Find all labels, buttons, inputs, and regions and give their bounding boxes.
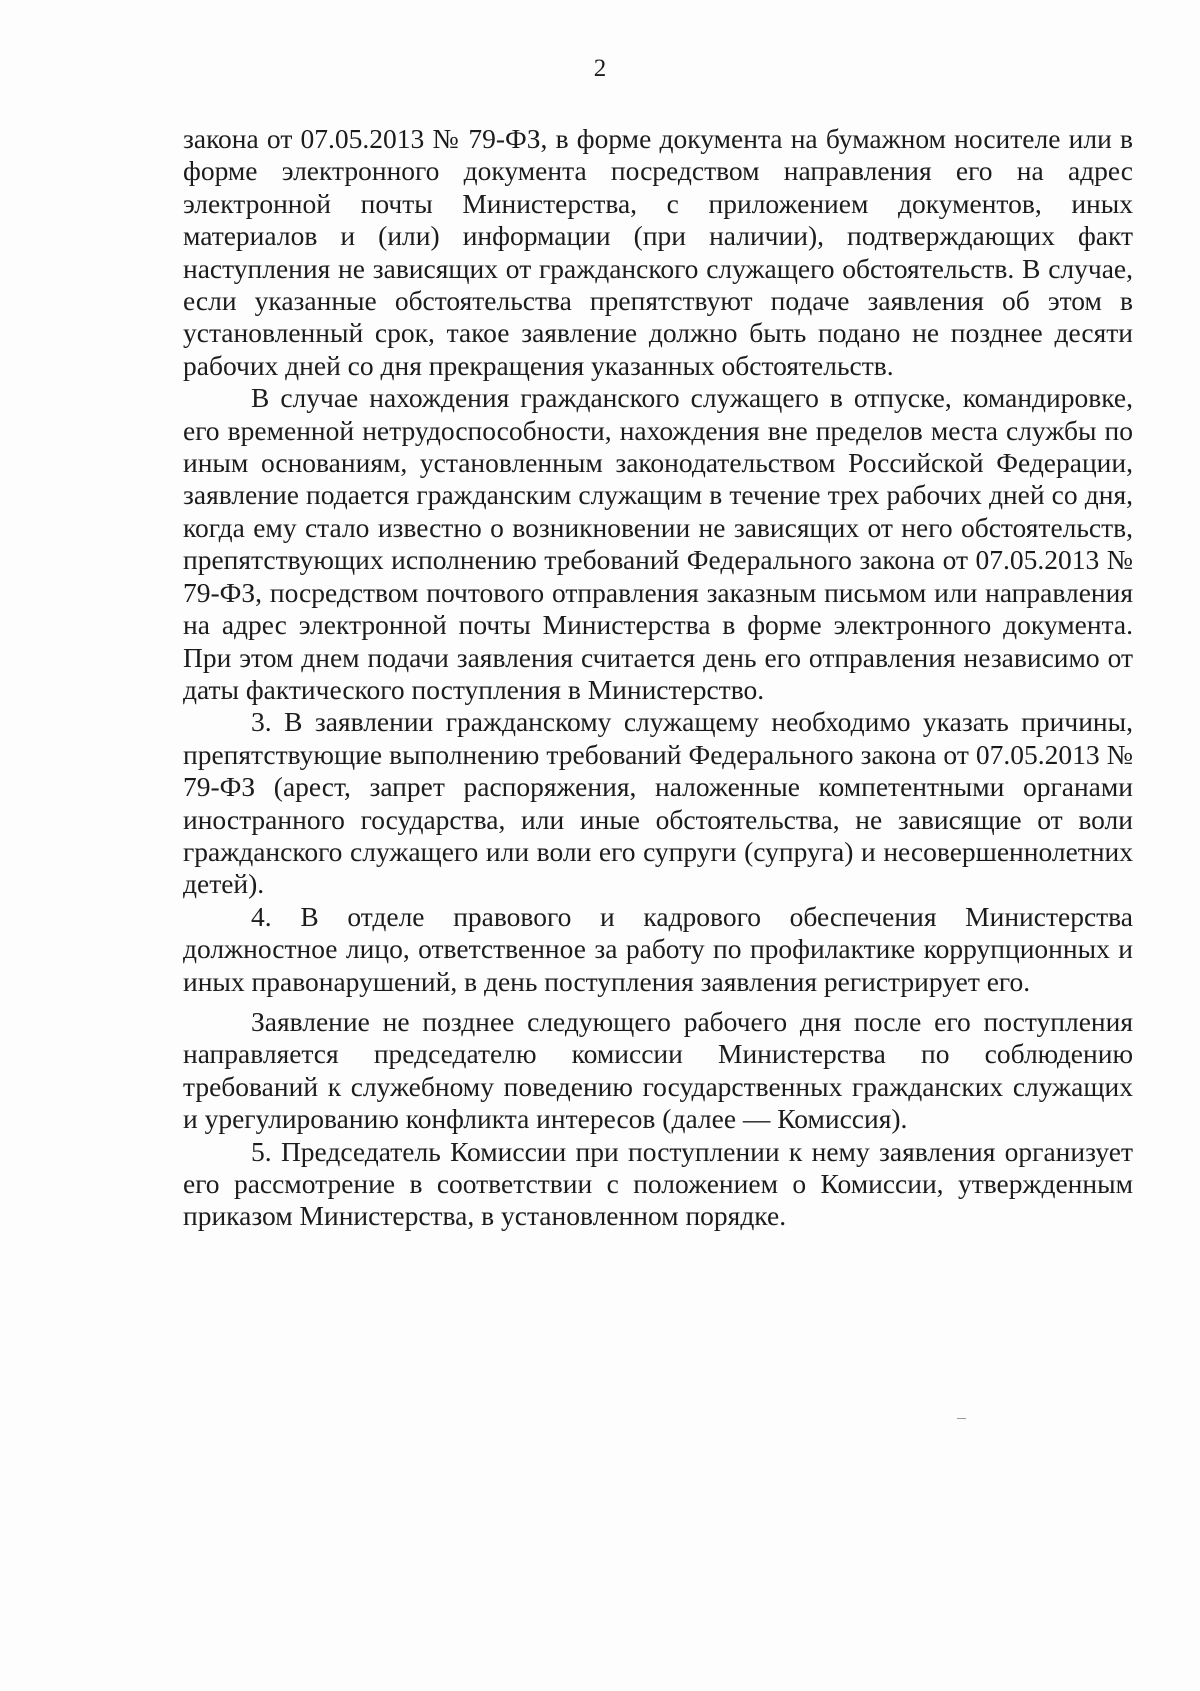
document-body bbox=[183, 123, 1133, 1233]
paragraph-continuation: закона от 07.05.2013 № 79-ФЗ, в форме документа на бумажном носителе или в форме электронного документа посредством направления его на адрес электронной почты Министерства, с приложением документов, иных материалов и (или) информации (при наличии), подтверждающих факт наступления не зависящих от гражданского служащего обстоятельств. В случае, если указанные обстоятельства препятствуют подаче заявления об этом в установленный срок, такое заявление должно быть подано не позднее десяти рабочих дней со дня прекращения указанных обстоятельств. bbox=[183, 123, 1133, 381]
paragraph-item-4: 4. В отделе правового и кадрового обеспечения Министерства должностное лицо, ответственное за работу по профилактике коррупционных и иных правонарушений, в день поступления заявления регистрирует его. bbox=[183, 900, 1133, 997]
paragraph-commission-referral: Заявление не позднее следующего рабочего дня после его поступления направляется председателю комиссии Министерства по соблюдению требований к служебному поведению государственных гражданских служащих и урегулированию конфликта интересов (далее — Комиссия). bbox=[183, 1005, 1133, 1135]
scan-artifact-mark bbox=[957, 1418, 966, 1419]
paragraph-item-5: 5. Председатель Комиссии при поступлении к нему заявления организует его рассмотрение в соответствии с положением о Комиссии, утвержденным приказом Министерства, в установленном порядке. bbox=[183, 1135, 1133, 1232]
paragraph-item-3: 3. В заявлении гражданскому служащему необходимо указать причины, препятствующие выполнению требований Федерального закона от 07.05.2013 № 79-ФЗ (арест, запрет распоряжения, наложенные компетентными органами иностранного государства, или иные обстоятельства, не зависящие от воли гражданского служащего или воли его супруги (супруга) и несовершеннолетних детей). bbox=[183, 706, 1133, 900]
paragraph-absence-circumstances: В случае нахождения гражданского служащего в отпуске, командировке, его временной нетрудоспособности, нахождения вне пределов места службы по иным основаниям, установленным законодательством Российской Федерации, заявление подается гражданским служащим в течение трех рабочих дней со дня, когда ему стало известно о возникновении не зависящих от него обстоятельств, препятствующих исполнению требований Федерального закона от 07.05.2013 № 79-ФЗ, посредством почтового отправления заказным письмом или направления на адрес электронной почты Министерства в форме электронного документа. При этом днем подачи заявления считается день его отправления независимо от даты фактического поступления в Министерство. bbox=[183, 382, 1133, 705]
page-number: 2 bbox=[593, 55, 607, 82]
